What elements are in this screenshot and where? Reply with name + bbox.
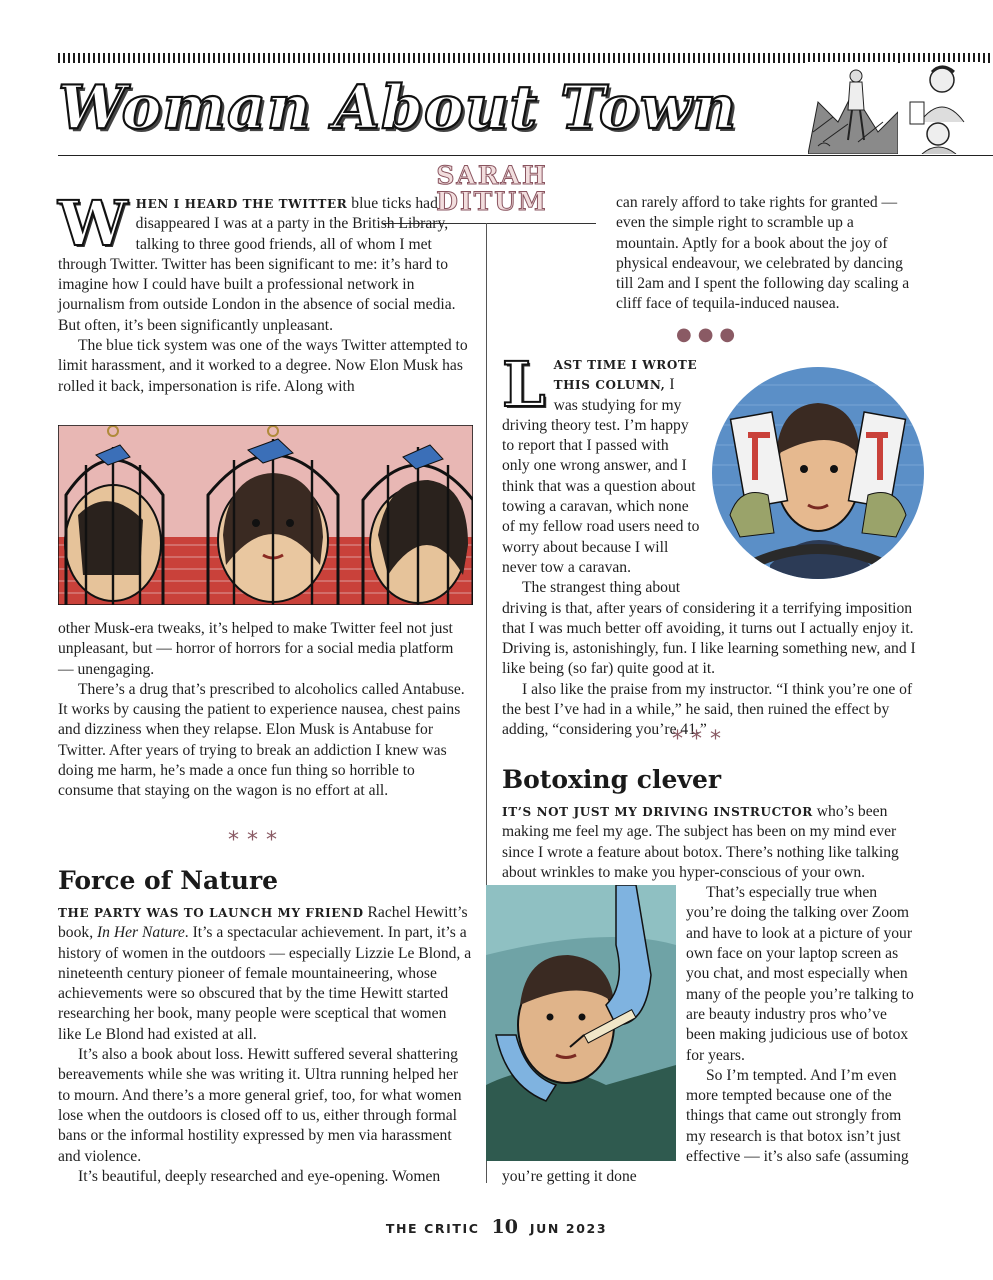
driver-illustration [710, 365, 926, 581]
paragraph-continuation-a: can rarely afford to take rights for granted — even the simple right to scramble up a mountain. Aptly for a book about the joy of physical endeavour, we celebrated by dancing till 2am and I spent the following day scaling a cliff face of tequila-induced nausea. [616, 194, 910, 313]
footer-date: JUN 2023 [529, 1221, 608, 1236]
dropcap-w: W [58, 187, 128, 260]
paragraph-antabuse: There’s a drug that’s prescribed to alcoholics called Antabuse. It works by causing the patient to experience nausea, chest pains and dizziness when they relapse. Elon Musk is Antabuse for Twitter. After years of trying to break an addiction I knew was doing me harm, he’s made a once fun thing so horrible to consume that staying on the wagon is no effort at all. [58, 680, 465, 800]
left-column-middle [58, 619, 472, 802]
masthead-rule [58, 155, 993, 156]
masthead-title: Woman About Town [58, 73, 738, 143]
right-column-botox [502, 802, 916, 1188]
right-column-top [502, 193, 916, 315]
heading-botoxing-clever: Botoxing clever [502, 765, 722, 794]
paragraph-blue-tick: The blue tick system was one of the ways Twitter attempted to limit harassment, and it worked to a degree. Now Elon Musk has rolled it back, impersonation is rife. Along with [58, 337, 468, 395]
paragraph-book-launch: THE PARTY WAS TO LAUNCH MY FRIEND Rachel Hewitt’s book, In Her Nature. It’s a spectacular achievement. In part, it’s a history of women in the outdoors — especially Lizzie Le Blond, a nineteenth century pioneer of female mountaineering, whose achievements were so obscured that by the time Hewitt started researching her book, many people were sceptical that women like Le Blond had existed at all. [58, 904, 472, 1043]
paragraph-praise: I also like the praise from my instructor. “I think you’re one of the best I’ve had in a while,” he said, then ruined the effect by adding, “considering you’re 41.” [502, 680, 913, 739]
paragraph-strangest-thing: The strangest thing about driving is that, after years of considering it a terrifying imposition that I was much better off avoiding, it turns out I actually enjoy it. Driving is, astonishingly, fun. I like learning something new, and I like being (so far) quite good at it. [502, 579, 916, 678]
botox-lead-in: IT’S NOT JUST MY DRIVING INSTRUCTOR [502, 805, 813, 819]
paragraph-driving-instructor: IT’S NOT JUST MY DRIVING INSTRUCTOR who’s been making me feel my age. The subject has been on my mind ever since I wrote a feature about botox. There’s nothing like talking about wrinkles to make you hyper-conscious of your own. [502, 803, 899, 881]
paragraph-musk-tweaks: other Musk-era tweaks, it’s helped to make Twitter feel not just unpleasant, but — horror of horrors for a social media platform — unengaging. [58, 620, 454, 678]
section-divider-stars: *** [228, 828, 285, 853]
left-column-section2 [58, 903, 472, 1187]
page-footer [0, 1216, 993, 1238]
section2-lead-in: THE PARTY WAS TO LAUNCH MY FRIEND [58, 906, 364, 920]
byline-last-name: DITUM [436, 187, 548, 216]
intro-body: blue ticks had disappeared I was at a party in the British Library, talking to three good friends, all of whom I met through Twitter. Twitter has been significant to me: it’s hard to imagine how I could have built a professional network in journalism from outside London in the absence of social media. But often, it’s been significantly unpleasant. [58, 195, 456, 334]
paragraph-beautiful: It’s beautiful, deeply researched and eye-opening. Women [78, 1167, 441, 1185]
paragraph-loss: It’s also a book about loss. Hewitt suffered several shattering bereavements while she was writing it. Ultra running helped her to mourn. And there’s a more general grief, too, for what women lose when the outdoors is closed off to us, either through formal bans or the informal hostility expressed by men via harassment and violence. [58, 1046, 462, 1165]
intro-lead-in: HEN I HEARD THE TWITTER [135, 197, 348, 211]
paragraph-zoom: That’s especially true when you’re doing the talking over Zoom and have to look at a picture of your own face on your laptop screen as you chat, and most especially when many of the people you’re talking to are beauty industry pros who’ve been making judicious use of botox for years. [686, 884, 914, 1064]
footer-publication: THE CRITIC [385, 1221, 480, 1236]
section-divider-stars-right: *** [672, 727, 729, 752]
dropcap-l: L [502, 348, 546, 421]
twitter-cages-illustration [58, 425, 473, 605]
botox-injection-illustration [486, 885, 676, 1161]
hiker-illustration [808, 62, 898, 154]
heading-force-of-nature: Force of Nature [58, 866, 279, 895]
mirror-selfie-illustration [902, 62, 980, 154]
right-column-driving [502, 348, 916, 741]
intro-paragraph [58, 187, 472, 336]
driving-lead-in: AST TIME I WROTE THIS COLUMN, [553, 358, 698, 393]
left-intro [58, 187, 472, 397]
paragraph-tempted: So I’m tempted. And I’m even more tempted because one of the things that came out strongly from my research is that botox isn’t just effective — it’s also safe (assuming you’re getting it done [502, 1066, 909, 1186]
section-divider-dots: ●●● [676, 324, 742, 345]
paragraph-last-time: LAST TIME I WROTE THIS COLUMN, I was studying for my driving theory test. I’m happy to report that I passed with only one wrong answer, and I think that was a question about towing a caravan, which none of my fellow road users need to worry about because I will never tow a caravan. [502, 348, 700, 576]
byline-first-name: SARAH [436, 161, 548, 190]
footer-page-number: 10 [491, 1216, 518, 1238]
book-title: In Her Nature [96, 924, 185, 942]
